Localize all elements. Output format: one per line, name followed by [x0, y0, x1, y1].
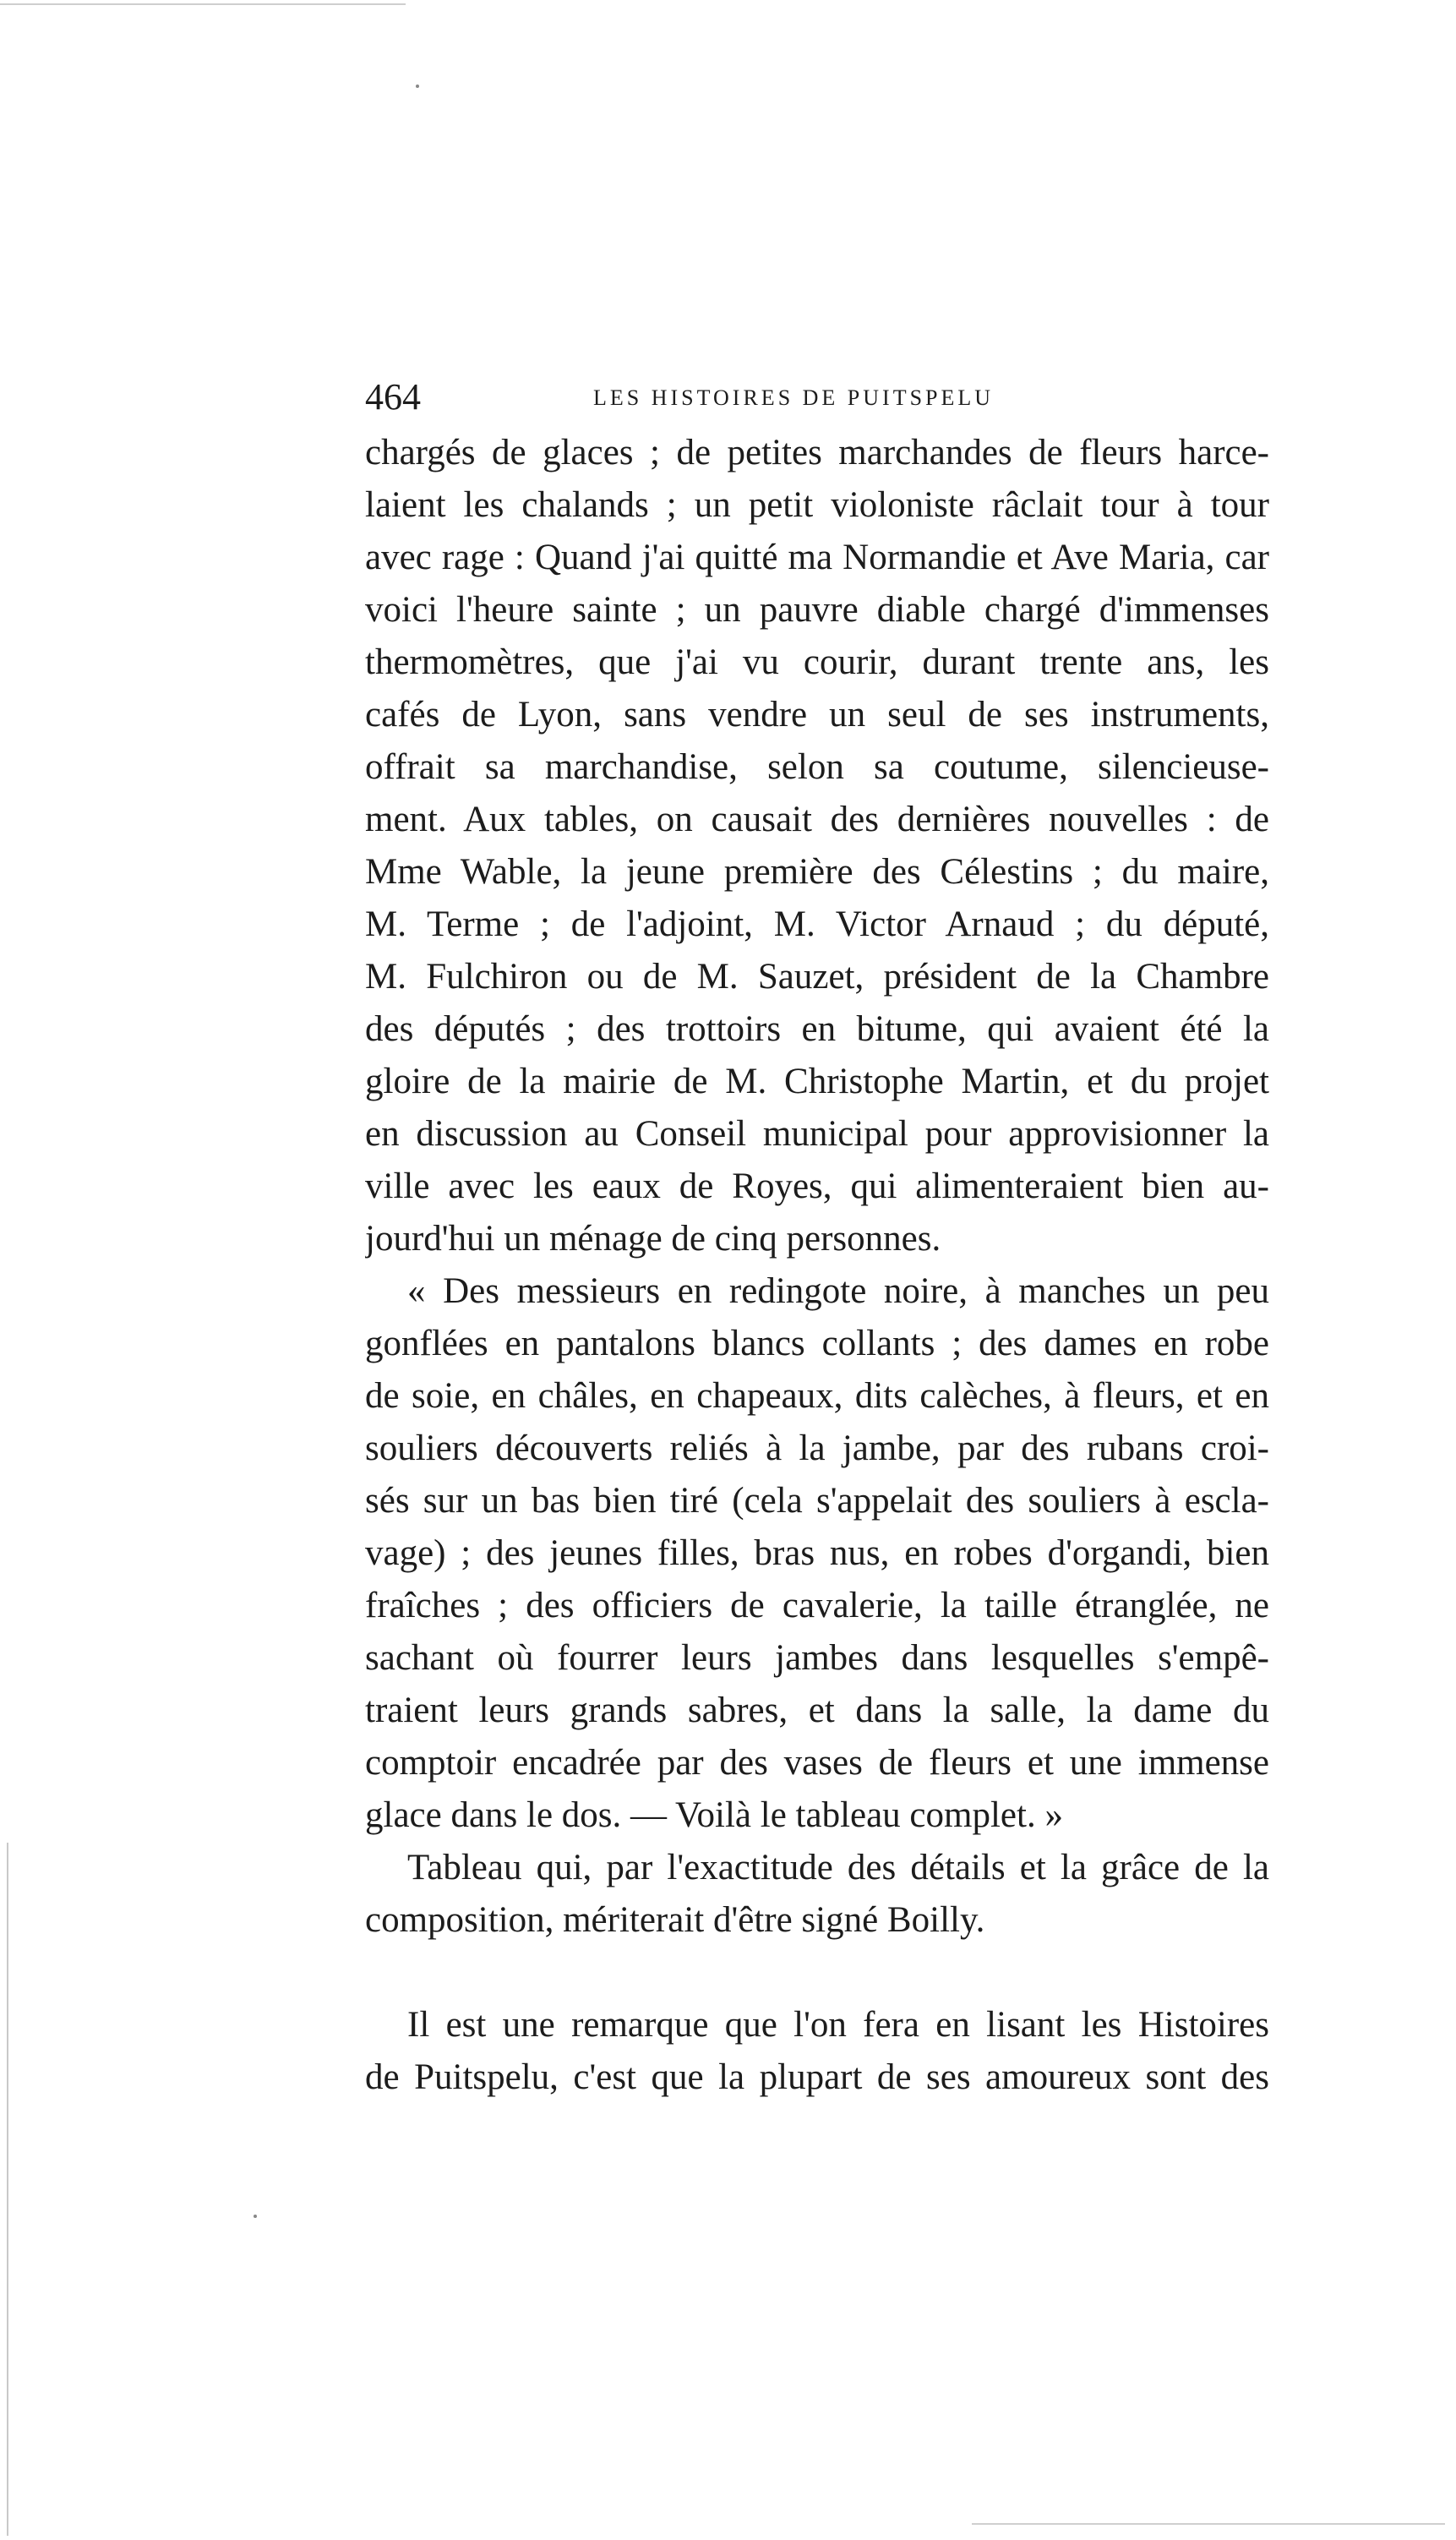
text-line: Mme Wable, la jeune première des Célestins ; du maire, — [365, 852, 1269, 892]
scan-speck — [416, 85, 419, 88]
running-title: LES HISTOIRES DE PUITSPELU — [593, 385, 995, 410]
text-line: comptoir encadrée par des vases de fleurs et une immense — [365, 1743, 1269, 1783]
text-line: voici l'heure sainte ; un pauvre diable chargé d'immenses — [365, 590, 1269, 630]
text-line: ville avec les eaux de Royes, qui alimenteraient bien au- — [365, 1166, 1269, 1206]
bottom-dash — [972, 2523, 1445, 2525]
text-line: sés sur un bas bien tiré (cela s'appelait des souliers à escla- — [365, 1481, 1269, 1521]
text-line: Tableau qui, par l'exactitude des détails et la grâce de la — [407, 1848, 1269, 1887]
text-line: ment. Aux tables, on causait des dernières nouvelles : de — [365, 800, 1269, 839]
text-line: chargés de glaces ; de petites marchandes de fleurs harce- — [365, 433, 1269, 472]
text-line: M. Fulchiron ou de M. Sauzet, président de la Chambre — [365, 957, 1269, 997]
text-line: de Puitspelu, c'est que la plupart de ses amoureux sont des — [365, 2057, 1269, 2097]
text-line: vage) ; des jeunes filles, bras nus, en robes d'organdi, bien — [365, 1533, 1269, 1573]
text-line: M. Terme ; de l'adjoint, M. Victor Arnaud ; du député, — [365, 904, 1269, 944]
text-line: gonflées en pantalons blancs collants ; des dames en robe — [365, 1324, 1269, 1363]
text-line: cafés de Lyon, sans vendre un seul de ses instruments, — [365, 695, 1269, 735]
text-line: de soie, en châles, en chapeaux, dits calèches, à fleurs, et en — [365, 1376, 1269, 1416]
scan-speck — [254, 2215, 257, 2218]
paragraph-gap — [365, 1947, 1269, 1999]
text-line: « Des messieurs en redingote noire, à manches un peu — [407, 1271, 1269, 1311]
text-line: sachant où fourrer leurs jambes dans lesquelles s'empê- — [365, 1638, 1269, 1678]
text-line: offrait sa marchandise, selon sa coutume, silencieuse- — [365, 747, 1269, 787]
text-line: souliers découverts reliés à la jambe, par des rubans croi- — [365, 1428, 1269, 1468]
page-number: 464 — [365, 376, 421, 418]
text-line: des députés ; des trottoirs en bitume, qui avaient été la — [365, 1009, 1269, 1049]
margin-rule — [7, 1843, 8, 2536]
text-line: Il est une remarque que l'on fera en lisant les Histoires — [407, 2005, 1269, 2045]
text-line: thermomètres, que j'ai vu courir, durant trente ans, les — [365, 642, 1269, 682]
text-line: jourd'hui un ménage de cinq personnes. — [365, 1219, 941, 1259]
text-line: composition, mériterait d'être signé Boilly. — [365, 1900, 985, 1940]
text-line: traient leurs grands sabres, et dans la salle, la dame du — [365, 1691, 1269, 1730]
top-dash — [0, 3, 406, 5]
running-head — [365, 372, 1269, 423]
text-line: en discussion au Conseil municipal pour approvisionner la — [365, 1114, 1269, 1154]
text-line: avec rage : Quand j'ai quitté ma Normandie et Ave Maria, car — [365, 538, 1269, 577]
text-line: fraîches ; des officiers de cavalerie, la taille étranglée, ne — [365, 1586, 1269, 1625]
body-text — [365, 427, 1269, 2104]
text-line: glace dans le dos. — Voilà le tableau complet. » — [365, 1795, 1063, 1835]
text-line: laient les chalands ; un petit violoniste râclait tour à tour — [365, 485, 1269, 525]
text-line: gloire de la mairie de M. Christophe Martin, et du projet — [365, 1062, 1269, 1101]
